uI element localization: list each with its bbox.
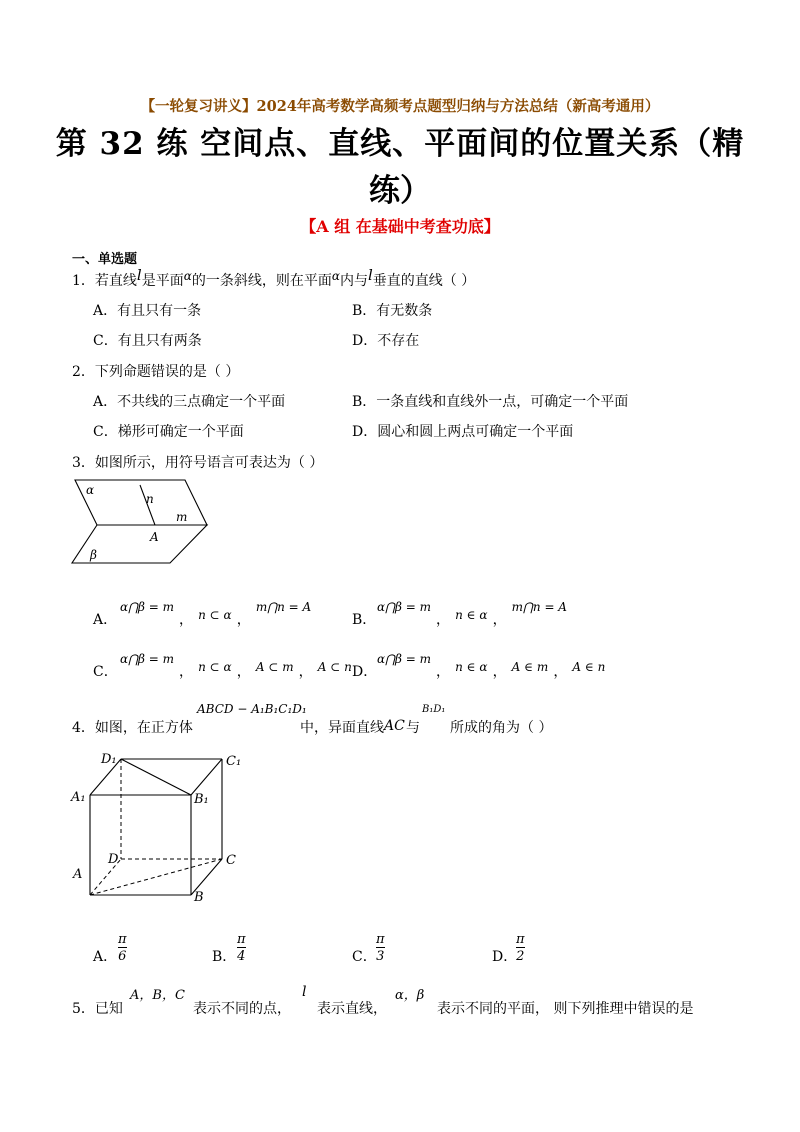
q3-option-c-expr[interactable]: α⋂β = m ， $_{n \subset \alpha}$ ， $_{A \subset m}$ ， $_{A \subset n}$ [120, 652, 352, 680]
q4-text-3: 与 [406, 720, 420, 736]
q5-line-l: l [302, 984, 307, 1000]
q4-cube-name: ABCD − A₁B₁C₁D₁ [197, 702, 307, 716]
q5-points: A，B，C [130, 988, 185, 1003]
q1-option-a[interactable]: A．有且只有一条 [93, 303, 202, 319]
label-B: B [194, 890, 204, 905]
question-2-stem: 2．下列命题错误的是（ ） [72, 364, 240, 380]
question-1-stem: 1．若直线l是平面α的一条斜线，则在平面α内与l垂直的直线（ ） [72, 266, 476, 289]
q4-option-c-value[interactable]: $\frac{\pi}{3}$ [376, 932, 385, 964]
q2-option-b[interactable]: B．一条直线和直线外一点，可确定一个平面 [352, 394, 629, 410]
q4-text-2: 中，异面直线 [300, 720, 384, 736]
planes-figure [70, 475, 220, 570]
label-n: n [146, 492, 154, 506]
q5-text-3: 表示直线， [317, 1001, 387, 1017]
q3-option-c-label[interactable]: C． [93, 664, 118, 680]
q2-option-c[interactable]: C．梯形可确定一个平面 [93, 424, 244, 440]
label-A1: A₁ [71, 790, 86, 805]
q4-text-4: 所成的角为（ ） [450, 720, 553, 736]
label-beta: β [90, 548, 97, 562]
q1-option-b[interactable]: B．有无数条 [352, 303, 433, 319]
q3-option-a-label[interactable]: A． [93, 612, 118, 628]
q4-option-b-value[interactable]: $\frac{\pi}{4}$ [237, 932, 246, 964]
label-C1: C₁ [226, 754, 242, 769]
label-m: m [176, 510, 188, 524]
page-title-line1: 第 32 练 空间点、直线、平面间的位置关系（精 [55, 126, 745, 162]
label-alpha: α [86, 483, 95, 497]
q1-option-c[interactable]: C．有且只有两条 [93, 333, 202, 349]
q3-option-d-expr[interactable]: α⋂β = m ， $_{n \in \alpha}$ ， $_{A \in m}$ ， $_{A \in n}$ [377, 652, 606, 680]
q4-option-c-label[interactable]: C． [352, 949, 377, 965]
q5-text-1: 5．已知 [72, 1001, 123, 1017]
header-banner: 【一轮复习讲义】2024年高考数学高频考点题型归纳与方法总结（新高考通用） [140, 98, 660, 115]
label-D1: D₁ [101, 752, 117, 767]
label-A: A [73, 867, 83, 882]
q2-option-a[interactable]: A．不共线的三点确定一个平面 [93, 394, 286, 410]
label-D: D [108, 852, 119, 867]
page-title-line2: 练） [369, 173, 431, 209]
group-heading: 【A 组 在基础中考查功底】 [300, 217, 500, 236]
q4-option-a-value[interactable]: $\frac{\pi}{6}$ [118, 932, 127, 964]
cube-figure [68, 745, 253, 905]
label-B1: B₁ [194, 792, 209, 807]
q4-line-bd: B₁D₁ [422, 704, 446, 715]
q2-option-d[interactable]: D．圆心和圆上两点可确定一个平面 [352, 424, 574, 440]
q4-option-d-label[interactable]: D． [492, 949, 518, 965]
q1-option-d[interactable]: D．不存在 [352, 333, 420, 349]
question-3-stem: 3．如图所示，用符号语言可表达为（ ） [72, 455, 324, 471]
q4-option-d-value[interactable]: $\frac{\pi}{2}$ [516, 932, 525, 964]
q4-line-ac: AC [384, 718, 405, 734]
q3-option-b-expr[interactable]: α⋂β = m ， $_{n \in \alpha}$ ， m⋂n = A [377, 600, 567, 628]
section-heading: 一、单选题 [72, 252, 138, 267]
q5-text-2: 表示不同的点， [193, 1001, 291, 1017]
q5-text-4: 表示不同的平面， 则下列推理中错误的是 [437, 1001, 694, 1017]
q3-option-a-expr[interactable]: α⋂β = m ， $_{n \subset \alpha}$ ， m⋂n = A [120, 600, 312, 628]
q5-planes: α，β [395, 988, 425, 1003]
label-C: C [226, 853, 236, 868]
q4-option-b-label[interactable]: B． [212, 949, 237, 965]
q4-option-a-label[interactable]: A． [93, 949, 118, 965]
q3-option-d-label[interactable]: D． [352, 664, 378, 680]
q3-option-b-label[interactable]: B． [352, 612, 377, 628]
q4-text-1: 4．如图，在正方体 [72, 720, 193, 736]
label-A: A [150, 530, 159, 544]
